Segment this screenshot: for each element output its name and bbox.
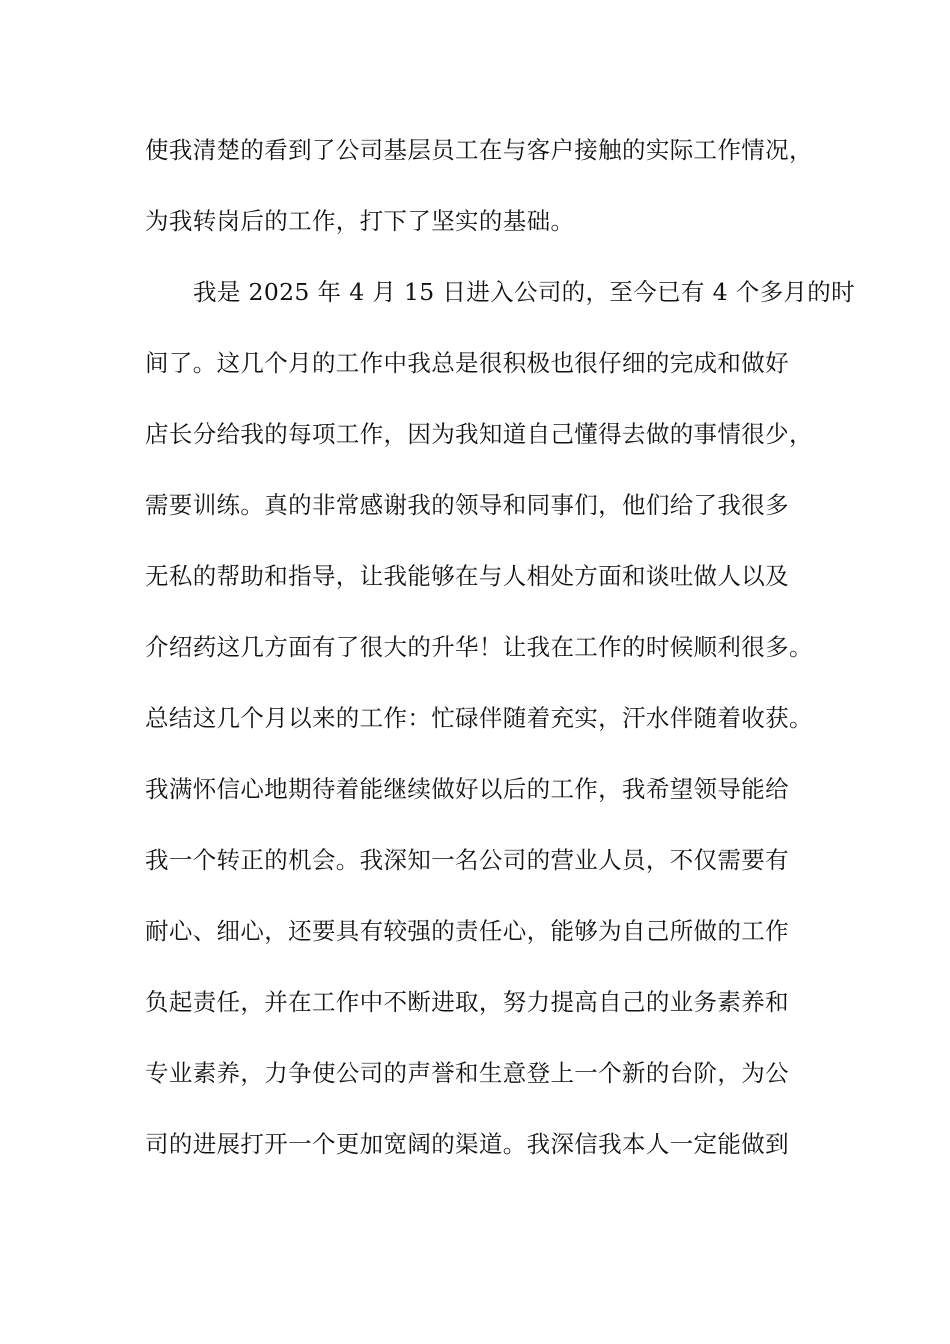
text-line: 总结这几个月以来的工作：忙碌伴随着充实，汗水伴随着收获。 [145,704,813,732]
text-line: 间了。这几个月的工作中我总是很积极也很仔细的完成和做好 [145,349,789,377]
text-line: 负起责任，并在工作中不断进取，努力提高自己的业务素养和 [145,988,789,1016]
text-line: 介绍药这几方面有了很大的升华！让我在工作的时候顺利很多。 [145,633,813,661]
text-line: 我一个转正的机会。我深知一名公司的营业人员，不仅需要有 [145,846,789,874]
text-line: 耐心、细心，还要具有较强的责任心，能够为自己所做的工作 [145,917,789,945]
text-line: 我满怀信心地期待着能继续做好以后的工作，我希望领导能给 [145,775,789,803]
text-line: 司的进展打开一个更加宽阔的渠道。我深信我本人一定能做到 [145,1130,789,1158]
body-text [145,124,855,1189]
text-line: 需要训练。真的非常感谢我的领导和同事们，他们给了我很多 [145,491,789,519]
text-line: 店长分给我的每项工作，因为我知道自己懂得去做的事情很少， [145,420,813,448]
text-line: 使我清楚的看到了公司基层员工在与客户接触的实际工作情况， [145,136,813,164]
text-line: 为我转岗后的工作，打下了坚实的基础。 [145,207,575,235]
text-line: 专业素养，力争使公司的声誉和生意登上一个新的台阶，为公 [145,1059,789,1087]
paragraph-start-line: 我是 2025 年 4 月 15 日进入公司的，至今已有 4 个多月的时 [193,278,855,306]
text-line: 无私的帮助和指导，让我能够在与人相处方面和谈吐做人以及 [145,562,789,590]
